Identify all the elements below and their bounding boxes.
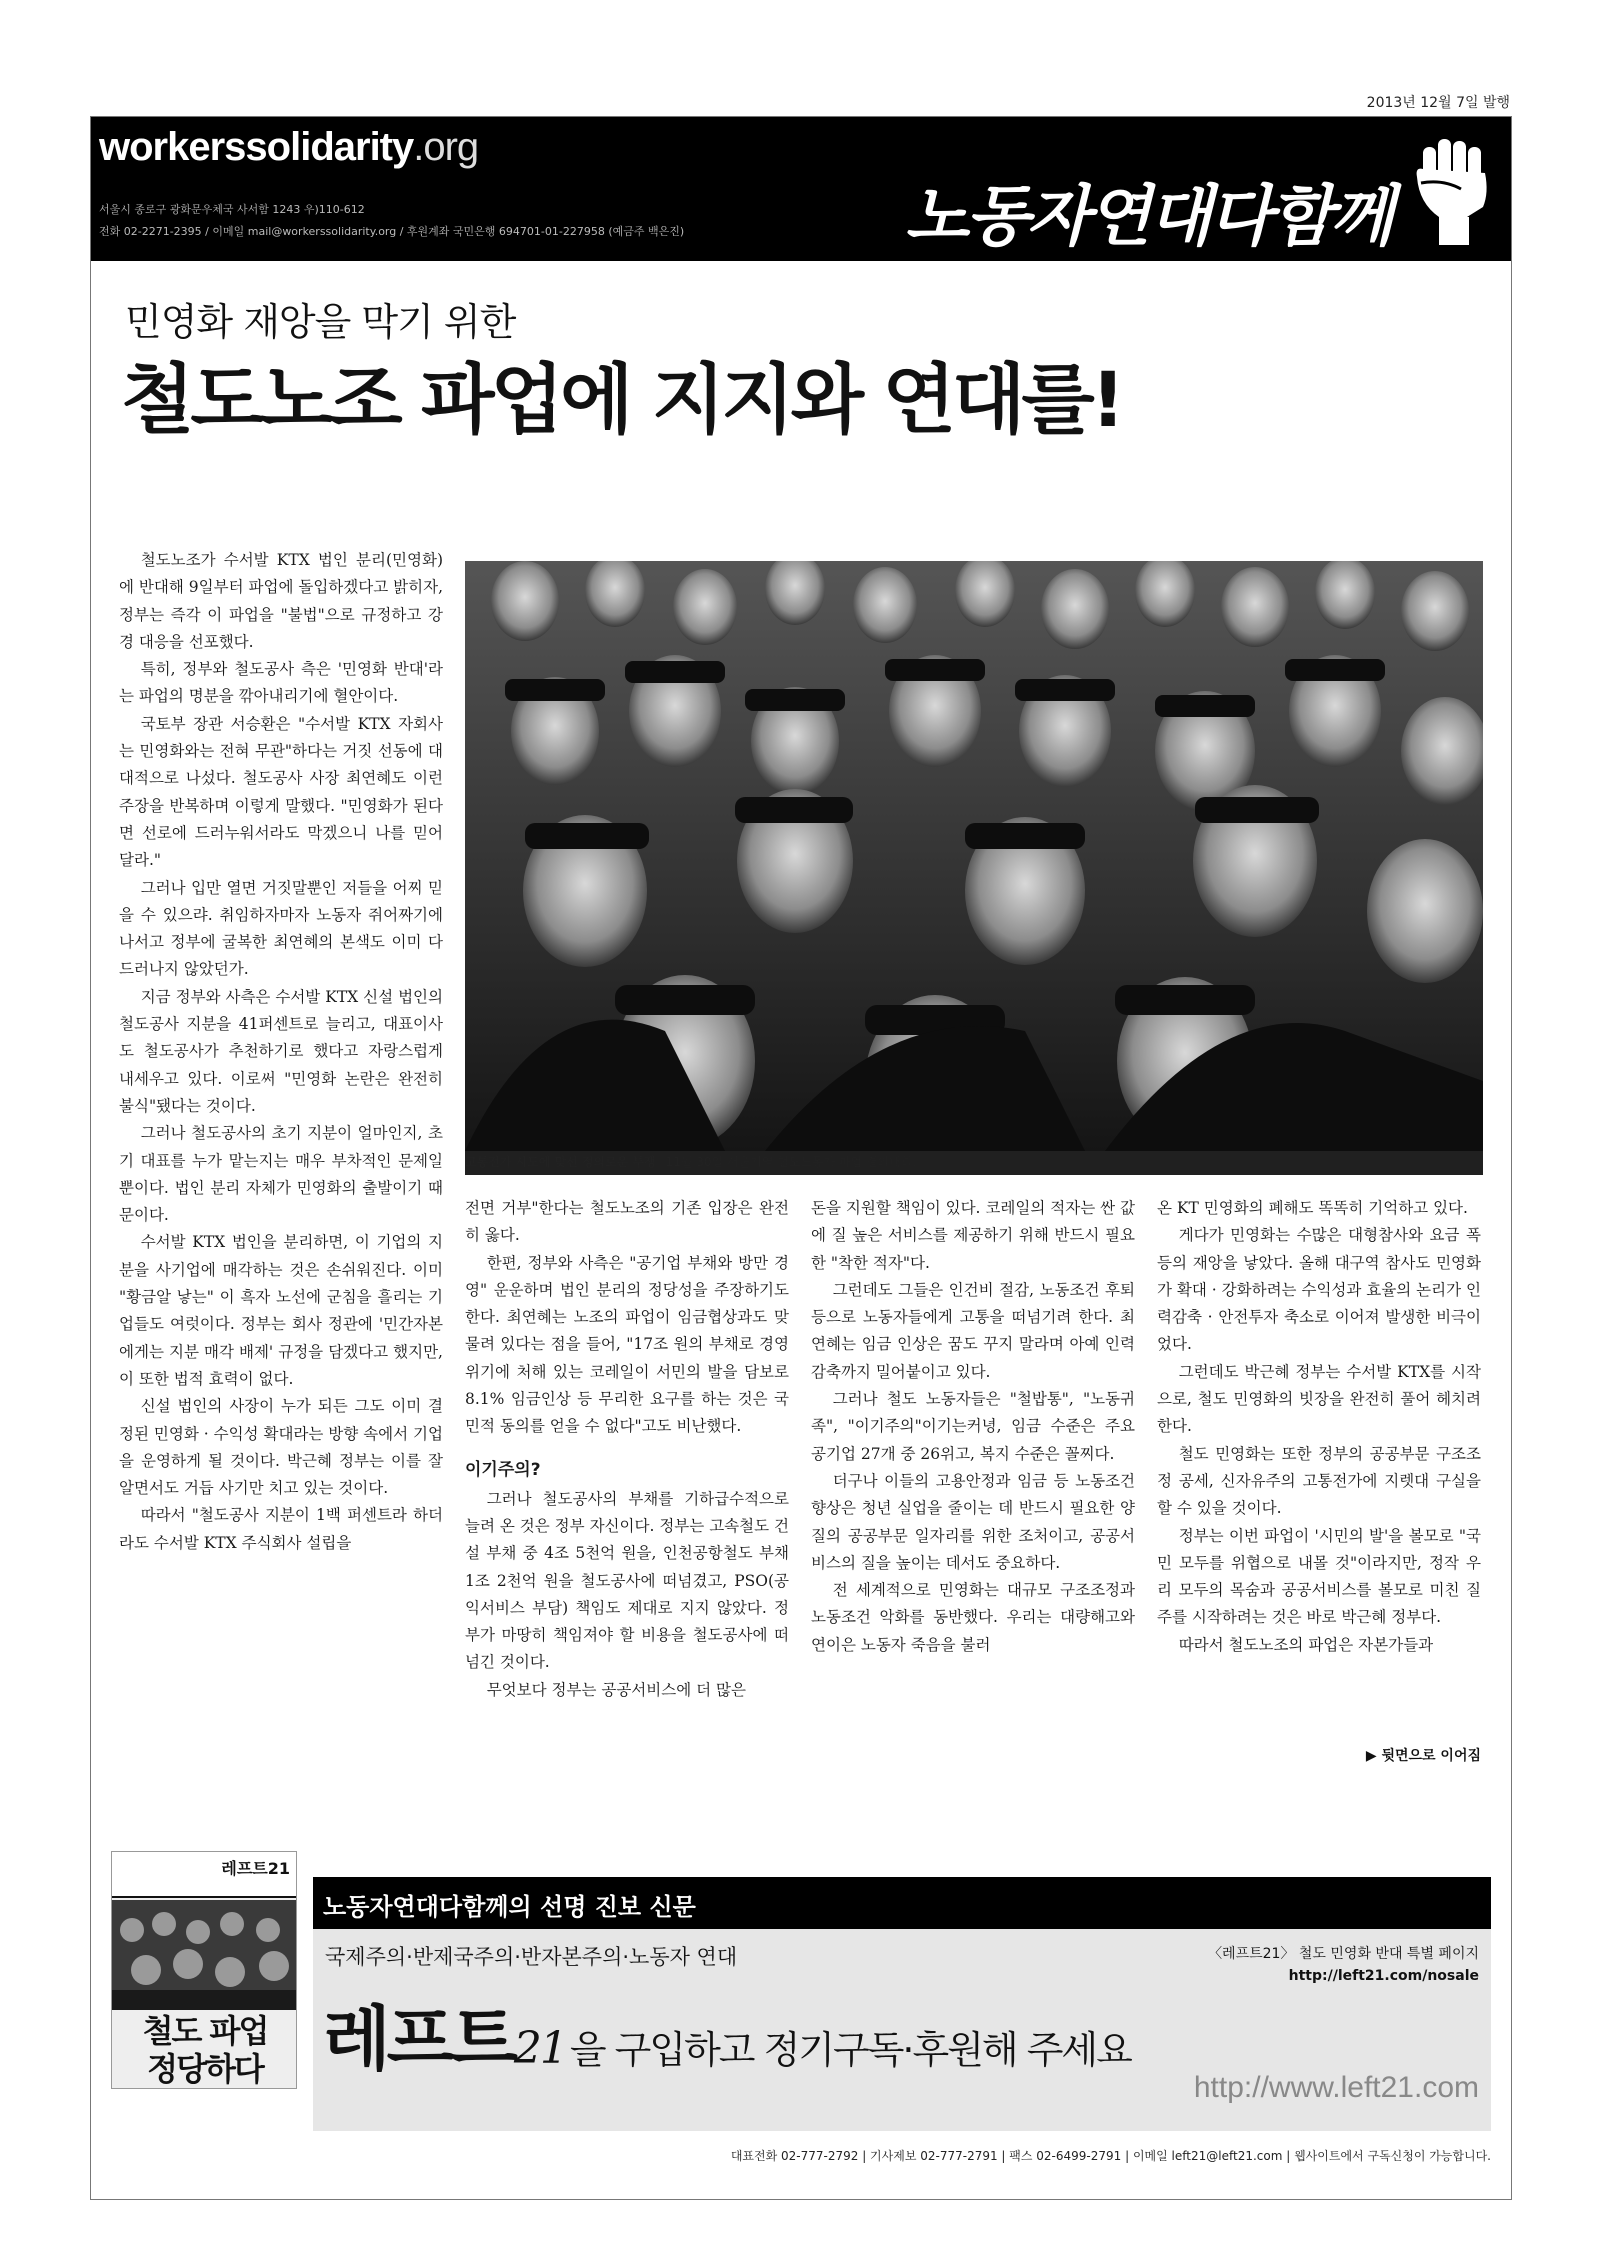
article-paragraph: 따라서 "철도공사 지분이 1백 퍼센트라 하더라도 수서발 KTX 주식회사 설립을: [119, 1506, 443, 1552]
ad-site-link[interactable]: http://www.left21.com: [1193, 2071, 1479, 2104]
site-name-main: workerssolidarity: [99, 125, 414, 169]
article-paragraph: 철도노조가 수서발 KTX 법인 분리(민영화)에 반대해 9일부터 파업에 돌입하겠다고 밝히자, 정부는 즉각 이 파업을 "불법"으로 규정하고 강경 대응을 선포했다.: [119, 551, 443, 651]
ad-subtitle: 국제주의·반제국주의·반자본주의·노동자 연대: [325, 1945, 738, 1969]
ad-main-line: [323, 1983, 1131, 2084]
newspaper-cover-thumbnail[interactable]: [111, 1851, 297, 2089]
masthead-address: 서울시 종로구 광화문우체국 사서함 1243 우)110-612: [99, 203, 365, 216]
article-paragraph: 지금 정부와 사측은 수서발 KTX 신설 법인의 철도공사 지분을 41퍼센트로 늘리고, 대표이사도 철도공사가 추천하기로 했다고 자랑스럽게 내세우고 있다. 이로써 "민영화 논란은 완전히 불식"됐다는 것이다.: [119, 987, 443, 1115]
continued-note[interactable]: ▶ 뒷면으로 이어짐: [1365, 1748, 1481, 1764]
article-paragraph: 그러나 철도공사의 초기 지분이 얼마인지, 초기 대표를 누가 맡는지는 매우 부차적인 문제일 뿐이다. 법인 분리 자체가 민영화의 출발이기 때문이다.: [119, 1124, 443, 1225]
article-subhead: 이기주의?: [465, 1459, 541, 1480]
ad-banner-title: 노동자연대다함께의 선명 진보 신문: [313, 1877, 1491, 1929]
cover-headline-line: 정당하다: [147, 2050, 263, 2088]
cover-photo: [112, 1900, 297, 2010]
article-column-4: [1157, 1195, 1481, 1740]
newspaper-page: [90, 116, 1512, 2200]
article-paragraph: 그러나 철도 노동자들은 "철밥통", "노동귀족", "이기주의"이기는커녕, 임금 수준은 주요 공기업 27개 중 26위고, 복지 수준은 꼴찌다.: [811, 1390, 1135, 1463]
article-paragraph: 그러나 입만 열면 거짓말뿐인 저들을 어찌 믿을 수 있으랴. 취임하자마자 노동자 쥐어짜기에 나서고 정부에 굴복한 최연혜의 본색도 이미 다 드러나지 않았던가.: [119, 878, 443, 979]
ad-promo: [1208, 1943, 1479, 1987]
headline-title: 철도노조 파업에 지지와 연대를!: [121, 355, 1122, 444]
masthead: [91, 117, 1511, 261]
article-paragraph: 전 세계적으로 민영화는 대규모 구조조정과 노동조건 악화를 동반했다. 우리는 대량해고와 연이은 노동자 죽음을 불러: [811, 1581, 1135, 1654]
ad-contact-line: 대표전화 02-777-2792 | 기사제보 02-777-2791 | 팩스 02-6499-2791 | 이메일 left21@left21.com | 웹사이트에서 구독신청이 가능합니다.: [730, 2149, 1491, 2163]
article-paragraph: 게다가 민영화는 수많은 대형참사와 요금 폭등의 재앙을 낳았다. 올해 대구역 참사도 민영화가 확대 · 강화하려는 수익성과 효율의 논리가 인력감축 · 안전투자 축소로 이어져 발생한 비극이었다.: [1157, 1226, 1481, 1354]
ad-main-text: 을 구입하고 정기구독·후원해 주세요: [569, 2028, 1131, 2072]
raised-fist-icon: [1403, 133, 1497, 245]
caption-text: 11월 30일 서울지역 철도노동자 파업 결의대회.: [665, 1155, 917, 1169]
left21-logo-number: 21: [513, 2023, 566, 2074]
masthead-contact: 전화 02-2271-2395 / 이메일 mail@workerssolidarity.org / 후원계좌 국민은행 694701-01-227958 (예금주 백은진): [99, 225, 685, 238]
article-paragraph: 국토부 장관 서승환은 "수서발 KTX 자회사는 민영화와는 전혀 무관"하다는 거짓 선동에 대대적으로 나섰다. 철도공사 사장 최연혜도 이런 주장을 반복하며 이렇게 말했다. "민영화가 된다면 선로에 드러누워서라도 막겠으니 나를 믿어 달라.": [119, 714, 443, 870]
article-paragraph: 온 KT 민영화의 폐해도 똑똑히 기억하고 있다.: [1157, 1199, 1468, 1217]
article-paragraph: 철도 민영화는 또한 정부의 공공부문 구조조정 공세, 신자유주의 고통전가에 지렛대 구실을 할 수 있을 것이다.: [1157, 1444, 1481, 1518]
cover-headline-line: 철도 파업: [142, 2012, 268, 2050]
caption-title: 고통전가 시도에 맞선 정의로운 투쟁: [465, 1155, 656, 1169]
masthead-info: [99, 199, 684, 243]
article-column-3: [811, 1195, 1135, 1773]
cover-logo: 레프트21: [221, 1859, 290, 1878]
left21-logo: 레프트: [323, 1998, 514, 2080]
crowd-photo: [465, 561, 1483, 1175]
article-paragraph: 따라서 철도노조의 파업은 자본가들과: [1178, 1635, 1434, 1654]
crowd-photo-image: [465, 561, 1483, 1151]
article-paragraph: 정부는 이번 파업이 '시민의 발'을 볼모로 "국민 모두를 위협으로 내몰 것"이라지만, 정작 우리 모두의 목숨과 공공서비스를 볼모로 미친 질주를 시작하려는 것은 바로 박근혜 정부다.: [1157, 1526, 1481, 1627]
site-name-tld: .org: [413, 125, 479, 169]
article-paragraph: 신설 법인의 사장이 누가 되든 그도 이미 결정된 민영화 · 수익성 확대라는 방향 속에서 기업을 운영하게 될 것이다. 박근혜 정부는 이를 잘 알면서도 거듭 사기만 치고 있는 것이다.: [119, 1397, 443, 1498]
article-paragraph: 전면 거부"한다는 철도노조의 기존 입장은 완전히 옳다.: [465, 1199, 789, 1245]
article-paragraph: 특히, 정부와 철도공사 측은 '민영화 반대'라는 파업의 명분을 깎아내리기에 혈안이다.: [119, 660, 443, 706]
ad-promo-line: 〈레프트21〉 철도 민영화 반대 특별 페이지: [1208, 1946, 1479, 1962]
ad-box: [313, 1929, 1491, 2131]
article-paragraph: 그런데도 박근혜 정부는 수서발 KTX를 시작으로, 철도 민영화의 빗장을 완전히 풀어 헤치려 한다.: [1157, 1362, 1481, 1436]
article-paragraph: 한편, 정부와 사측은 "공기업 부채와 방만 경영" 운운하며 법인 분리의 정당성을 주장하기도 한다. 최연혜는 노조의 파업이 임금협상과도 맞물려 있다는 점을 들어, "17조 원의 부채로 경영위기에 처해 있는 코레일이 서민의 발을 담보로 8.1% 임금인상 등 무리한 요구를 하는 것은 국민적 동의를 얻을 수 없다"고도 비난했다.: [465, 1253, 789, 1436]
issue-date: 2013년 12월 7일 발행: [1366, 95, 1510, 111]
photo-caption: [465, 1153, 1483, 1170]
brand-title: 노동자연대다함께: [904, 178, 1391, 255]
site-name[interactable]: [99, 125, 478, 170]
article-column-1: [119, 547, 443, 1771]
article-paragraph: 수서발 KTX 법인을 분리하면, 이 기업의 지분을 사기업에 매각하는 것은 손쉬워진다. 이미 "황금알 낳는" 이 흑자 노선에 군침을 흘리는 기업들도 여럿이다. 정부는 회사 정관에 '민간자본에게는 지분 매각 배제' 규정을 담겠다고 했지만, 이 또한 법적 효력이 없다.: [119, 1233, 443, 1388]
article-paragraph: 무엇보다 정부는 공공서비스에 더 많은: [486, 1680, 746, 1699]
cover-masthead: [112, 1852, 296, 1898]
article-paragraph: 더구나 이들의 고용안정과 임금 등 노동조건 향상은 청년 실업을 줄이는 데 반드시 필요한 양질의 공공부문 일자리를 위한 조처이고, 공공서비스의 질을 높이는 데서도 중요하다.: [811, 1471, 1135, 1572]
cover-headline: [112, 2012, 297, 2088]
article-column-2: [465, 1195, 789, 1773]
article-paragraph: 그러나 철도공사의 부채를 기하급수적으로 늘려 온 것은 정부 자신이다. 정부는 고속철도 건설 부채 중 4조 5천억 원을, 인천공항철도 부채 1조 2천억 원을 철도공사에 떠넘겼고, PSO(공익서비스 부담) 책임도 제대로 지지 않았다. 정부가 마땅히 책임져야 할 비용을 철도공사에 떠넘긴 것이다.: [465, 1489, 789, 1672]
headline-kicker: 민영화 재앙을 막기 위한: [125, 300, 516, 344]
article-paragraph: 그런데도 그들은 인건비 절감, 노동조건 후퇴 등으로 노동자들에게 고통을 떠넘기려 한다. 최연혜는 임금 인상은 꿈도 꾸지 말라며 아예 인력 감축까지 밀어붙이고 있다.: [811, 1280, 1135, 1381]
ad-promo-link[interactable]: http://left21.com/nosale: [1288, 1968, 1479, 1984]
article-paragraph: 돈을 지원할 책임이 있다. 코레일의 적자는 싼 값에 질 높은 서비스를 제공하기 위해 반드시 필요한 "착한 적자"다.: [811, 1199, 1135, 1272]
